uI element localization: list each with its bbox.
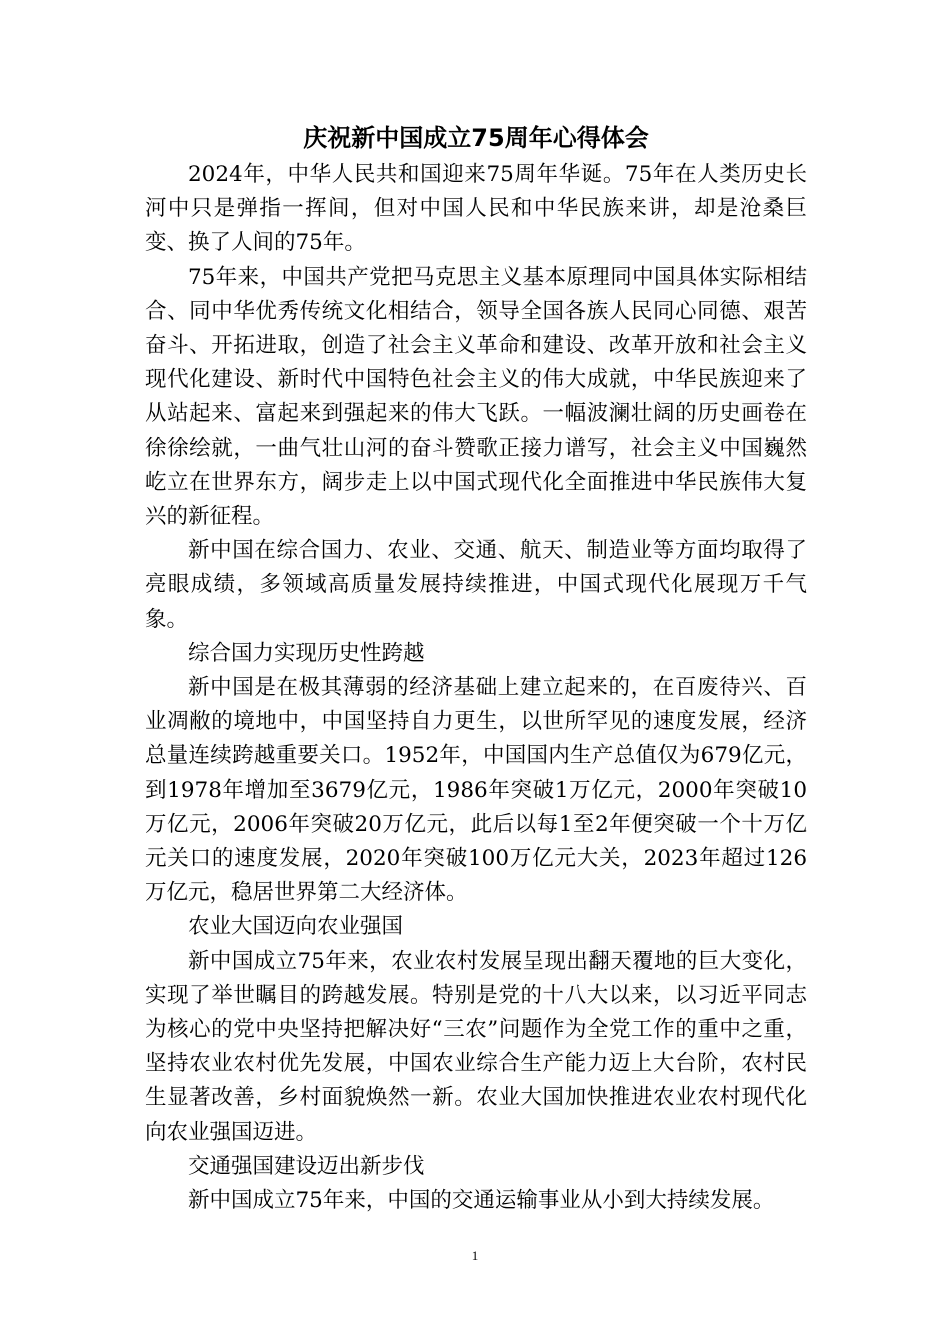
section-heading-national-strength: 综合国力实现历史性跨越 bbox=[188, 640, 425, 666]
section-heading-transport: 交通强国建设迈出新步伐 bbox=[188, 1153, 425, 1179]
overview-paragraph: 新中国在综合国力、农业、交通、航天、制造业等方面均取得了亮眼成绩，多领域高质量发展持续推进，中国式现代化展现万千气象。 bbox=[145, 538, 807, 632]
page-number: 1 bbox=[471, 1248, 479, 1263]
achievements-paragraph: 75年来，中国共产党把马克思主义基本原理同中国具体实际相结合、同中华优秀传统文化相结合，领导全国各族人民同心同德、艰苦奋斗、开拓进取，创造了社会主义革命和建设、改革开放和社会主义现代化建设、新时代中国特色社会主义的伟大成就，中华民族迎来了从站起来、富起来到强起来的伟大飞跃。一幅波澜壮阔的历史画卷在徐徐绘就，一曲气壮山河的奋斗赞歌正接力谱写，社会主义中国巍然屹立在世界东方，阔步走上以中国式现代化全面推进中华民族伟大复兴的新征程。 bbox=[145, 264, 807, 530]
section-body-national-strength: 新中国是在极其薄弱的经济基础上建立起来的，在百废待兴、百业凋敝的境地中，中国坚持自力更生，以世所罕见的速度发展，经济总量连续跨越重要关口。1952年，中国国内生产总值仅为679亿元，到1978年增加至3679亿元，1986年突破1万亿元，2000年突破10万亿元，2006年突破20万亿元，此后以每1至2年便突破一个十万亿元关口的速度发展，2020年突破100万亿元大关，2023年超过126万亿元，稳居世界第二大经济体。 bbox=[145, 675, 807, 906]
section-heading-agriculture: 农业大国迈向农业强国 bbox=[188, 914, 404, 940]
document-title: 庆祝新中国成立75周年心得体会 bbox=[303, 124, 649, 152]
section-body-transport: 新中国成立75年来，中国的交通运输事业从小到大持续发展。 bbox=[188, 1188, 775, 1214]
section-body-agriculture: 新中国成立75年来，农业农村发展呈现出翻天覆地的巨大变化，实现了举世瞩目的跨越发展。特别是党的十八大以来，以习近平同志为核心的党中央坚持把解决好“三农”问题作为全党工作的重中之重，坚持农业农村优先发展，中国农业综合生产能力迈上大台阶，农村民生显著改善，乡村面貌焕然一新。农业大国加快推进农业农村现代化向农业强国迈进。 bbox=[145, 948, 807, 1145]
document-body bbox=[145, 118, 807, 1218]
intro-paragraph: 2024年，中华人民共和国迎来75周年华诞。75年在人类历史长河中只是弹指一挥间，但对中国人民和中华民族来讲，却是沧桑巨变、换了人间的75年。 bbox=[145, 162, 807, 256]
